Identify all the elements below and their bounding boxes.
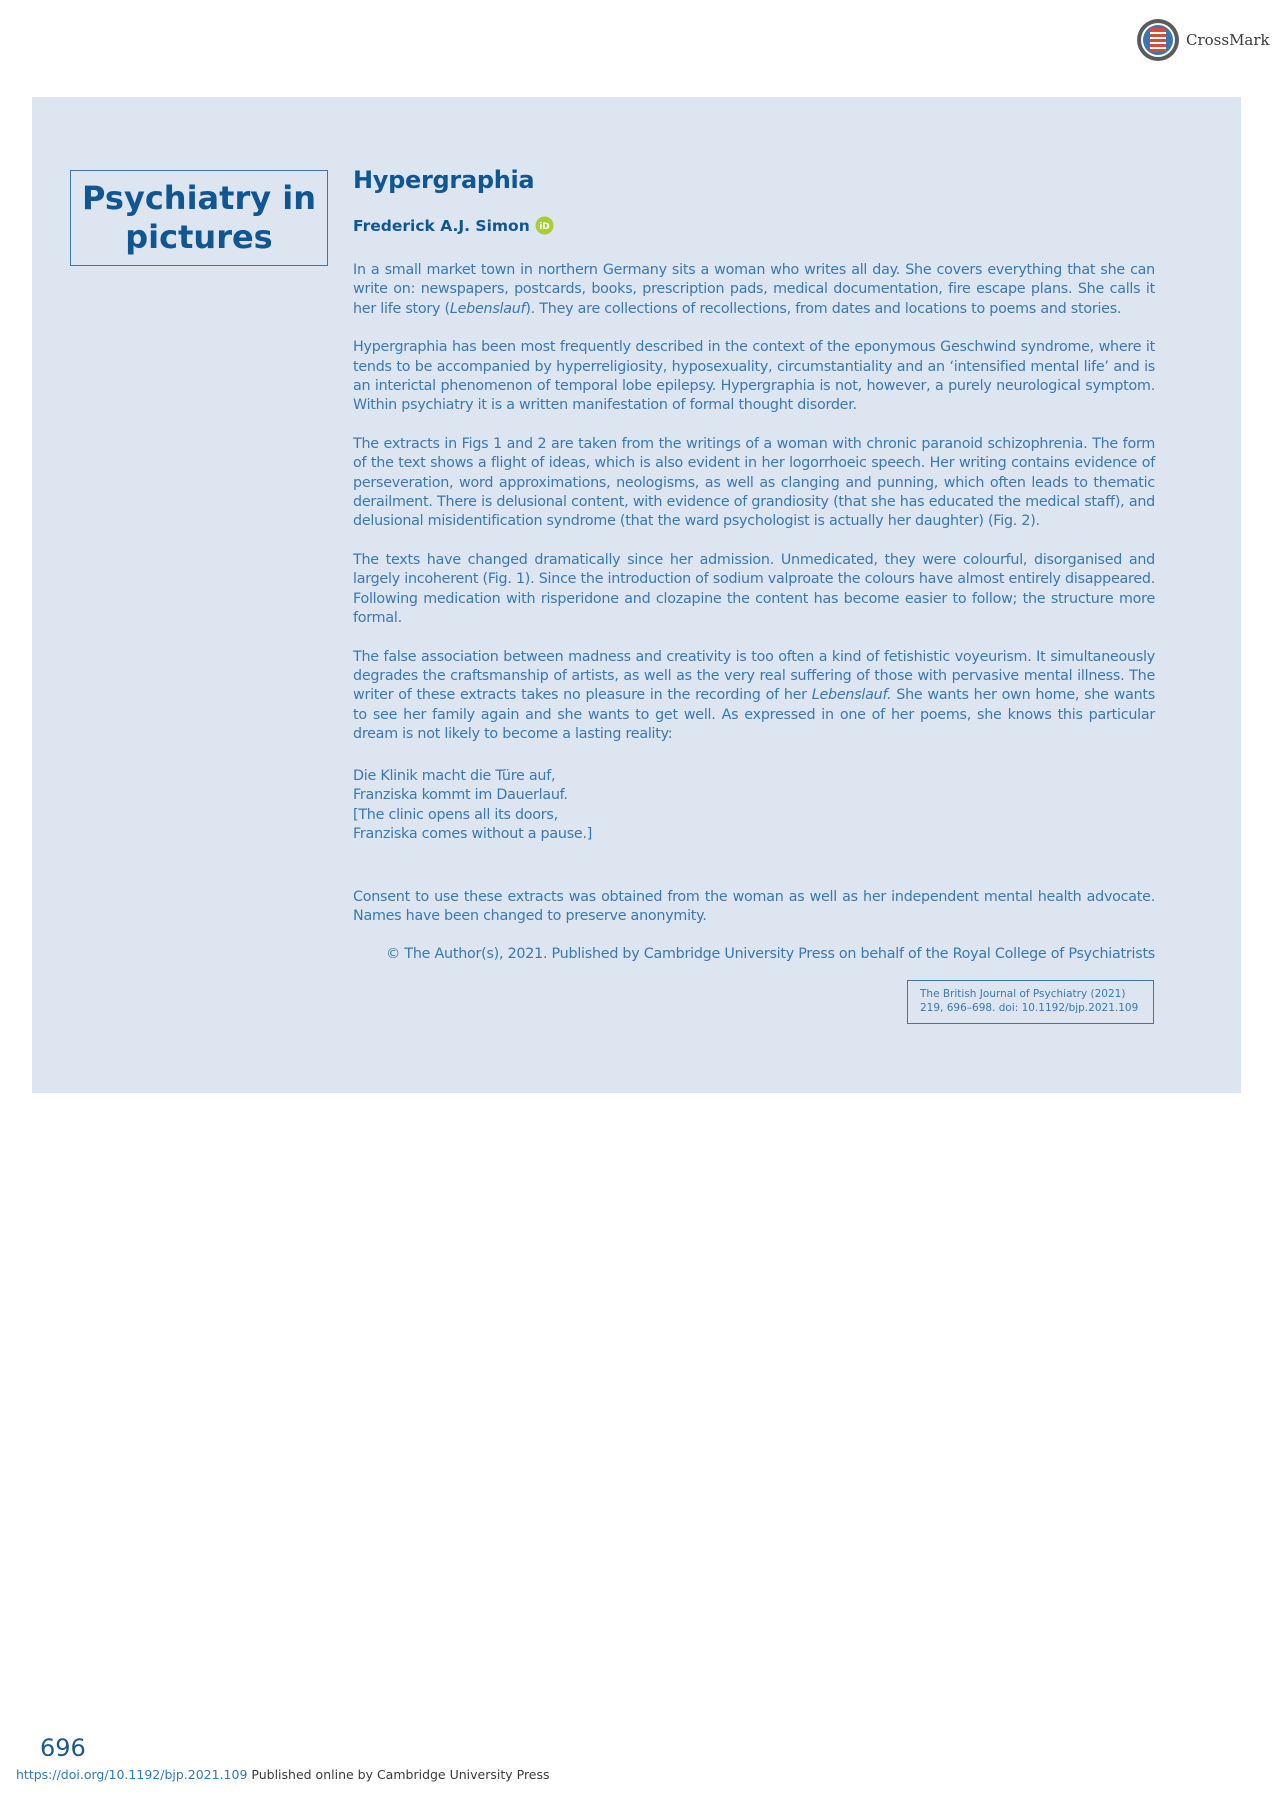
orcid-badge-text: iD [538,222,550,232]
section-label-line1: Psychiatry in [82,179,316,217]
section-label-box [70,170,328,266]
author-name: Frederick A.J. Simon [353,216,530,235]
poem [353,767,1155,845]
crossmark-icon [1136,18,1180,62]
footer-line [16,1767,550,1782]
italic-term: Lebenslauf. [811,687,892,704]
copyright-notice: © The Author(s), 2021. Published by Cambridge University Press on behalf of the Royal College of Psychiatrists [386,945,1155,962]
published-note: Published online by Cambridge University Press [247,1767,550,1782]
paragraph-1: In a small market town in northern Germany sits a woman who writes all day. She covers everything that she can write on: newspapers, postcards, books, prescription pads, medical documentation, fire escape plans. She calls it her life story (Lebenslauf). They are collections of recollections, from dates and locations to poems and stories. [353,262,1155,317]
poem-line: Die Klinik macht die Türe auf, [353,767,556,784]
italic-term: Lebenslauf [449,300,526,317]
citation-line2: 219, 696–698. doi: 10.1192/bjp.2021.109 [920,1002,1139,1014]
article-content [353,166,1155,962]
poem-line: Franziska kommt im Dauerlauf. [353,787,568,804]
paragraph-4: The texts have changed dramatically since her admission. Unmedicated, they were colourful, disorganised and largely incoherent (Fig. 1). Since the introduction of sodium valproate the colours have almost entirely disappeared. Following medication with risperidone and clozapine the content has become easier to follow; the structure more formal. [353,551,1155,627]
article-body [353,261,1155,745]
poem-line: [The clinic opens all its doors, [353,806,558,823]
page-number: 696 [40,1734,86,1762]
paragraph-5: The false association between madness and creativity is too often a kind of fetishistic voyeurism. It simultaneously degrades the craftsmanship of artists, as well as the very real suffering of those with pervasive mental illness. The writer of these extracts takes no pleasure in the recording of her Lebenslauf. She wants her own home, she wants to see her family again and she wants to get well. As expressed in one of her poems, she knows this particular dream is not likely to become a lasting reality: [353,648,1155,743]
orcid-icon[interactable] [535,216,554,235]
author-line [353,216,1155,235]
consent-statement: Consent to use these extracts was obtained from the woman as well as her independent mental health advocate. Names have been changed to preserve anonymity. [353,888,1155,925]
doi-link[interactable]: https://doi.org/10.1192/bjp.2021.109 [16,1767,248,1782]
citation-box [907,980,1154,1024]
article-title: Hypergraphia [353,166,535,194]
section-label [82,179,316,257]
poem-line: Franziska comes without a pause.] [353,826,593,843]
section-label-line2: pictures [125,218,273,256]
paragraph-3: The extracts in Figs 1 and 2 are taken from the writings of a woman with chronic paranoid schizophrenia. The form of the text shows a flight of ideas, which is also evident in her logorrhoeic speech. Her writing contains evidence of perseveration, word approximations, neologisms, as well as clanging and punning, which often leads to thematic derailment. There is delusional content, with evidence of grandiosity (that she has educated the medical staff), and delusional misidentification syndrome (that the ward psychologist is actually her daughter) (Fig. 2). [353,435,1155,530]
citation-line1: The British Journal of Psychiatry (2021) [920,988,1126,1000]
crossmark-label: CrossMark [1186,31,1270,49]
paragraph-2: Hypergraphia has been most frequently described in the context of the eponymous Geschwind syndrome, where it tends to be accompanied by hyperreligiosity, hyposexuality, circumstantiality and an ‘intensified mental life’ and is an interictal phenomenon of temporal lobe epilepsy. Hypergraphia is not, however, a purely neurological symptom. Within psychiatry it is a written manifestation of formal thought disorder. [353,339,1155,414]
crossmark-logo[interactable] [1136,18,1270,62]
